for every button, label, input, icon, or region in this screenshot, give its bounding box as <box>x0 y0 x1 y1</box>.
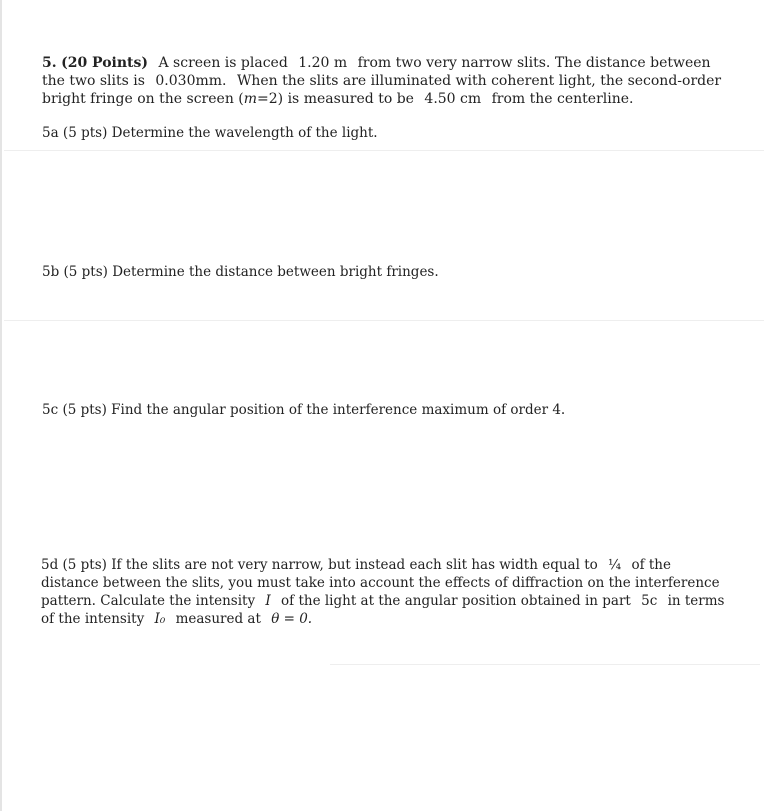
problem-number: 5. <box>42 55 57 71</box>
problem-points: (20 Points) <box>61 55 149 71</box>
problem-text-e: from the centerline. <box>491 91 634 107</box>
scan-line <box>4 320 764 321</box>
problem-text-b: from two very narrow slits. The distance between the two slits is <box>42 55 711 89</box>
intensity-symbol: I <box>265 593 271 609</box>
theta-zero: θ = 0. <box>271 611 313 627</box>
part-5d-text-e: measured at <box>175 611 261 627</box>
part-5c: 5c (5 pts) Find the angular position of the interference maximum of order 4. <box>42 402 566 418</box>
part-5d-text-b: of the distance between the slits, you must take into account the effects of diffraction on the interference pattern. Calculate the intensity <box>41 557 720 609</box>
slit-distance: 0.030mm. <box>155 73 227 89</box>
screen-distance: 1.20 m <box>298 55 348 71</box>
problem-text-a: A screen is placed <box>158 55 288 71</box>
part-5d <box>41 556 731 628</box>
fringe-position: 4.50 cm <box>424 91 482 107</box>
part-5b: 5b (5 pts) Determine the distance between bright fringes. <box>42 264 439 280</box>
fraction-quarter: ¼ <box>608 557 622 573</box>
page-edge <box>0 0 2 811</box>
part-5d-text-a: 5d (5 pts) If the slits are not very narrow, but instead each slit has width equal to <box>41 557 598 573</box>
part-5d-text-c: of the light at the angular position obtained in part <box>281 593 631 609</box>
part-5a: 5a (5 pts) Determine the wavelength of the light. <box>42 125 378 141</box>
part-5d-text-d: in terms of the intensity <box>41 593 725 627</box>
scan-line <box>330 664 760 665</box>
order-symbol: m <box>243 91 258 107</box>
problem-statement <box>42 54 732 108</box>
scan-line <box>4 150 764 151</box>
problem-text-c: When the slits are illuminated with coherent light, the second-order bright fringe on the screen ( <box>42 73 722 107</box>
part-ref-5c: 5c <box>641 593 658 609</box>
i0-symbol: I₀ <box>154 611 166 627</box>
problem-text-d: =2) is measured to be <box>257 91 414 107</box>
